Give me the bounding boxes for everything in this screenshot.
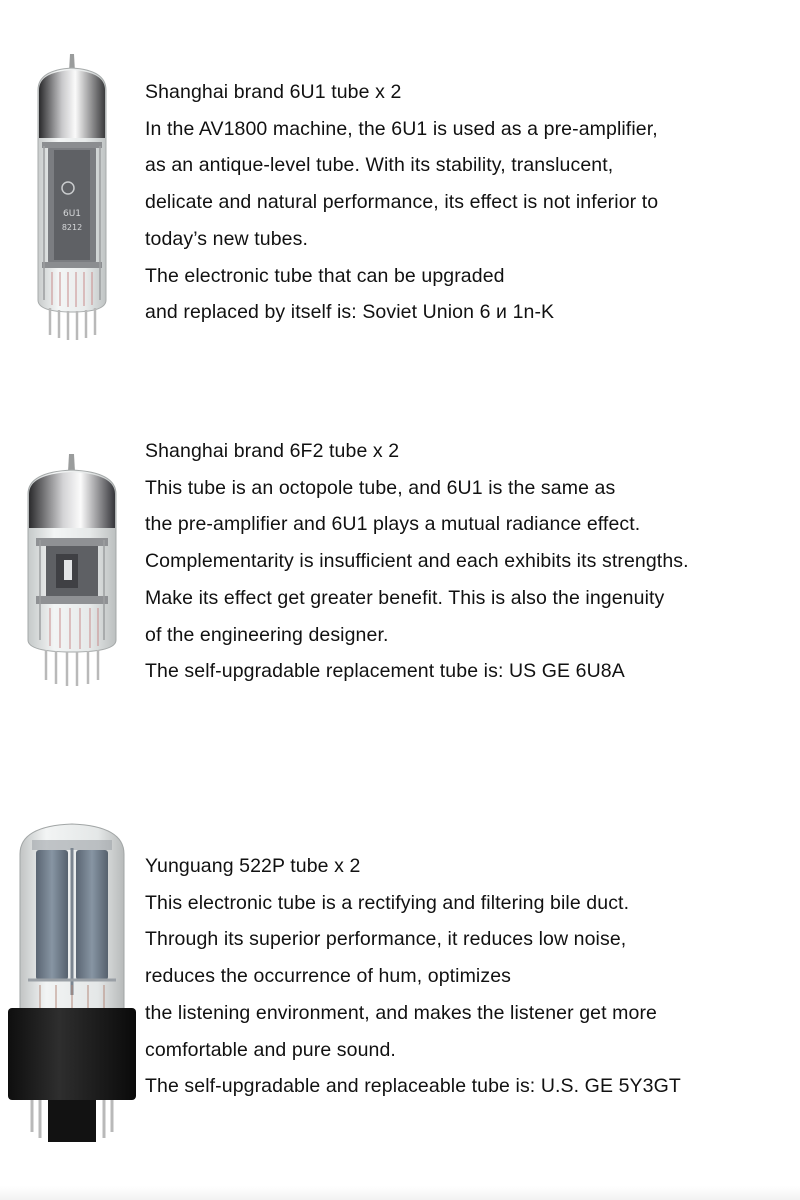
description-line: today’s new tubes. — [145, 227, 308, 250]
description-line: the pre-amplifier and 6U1 plays a mutual radiance effect. — [145, 513, 641, 536]
product-522p — [0, 760, 800, 1190]
product-title: Shanghai brand 6F2 tube x 2 — [145, 440, 400, 462]
description-line: as an antique-level tube. With its stability, translucent, — [145, 154, 614, 177]
product-title: Yunguang 522P tube x 2 — [145, 855, 361, 877]
description-line: of the engineering designer. — [145, 623, 389, 646]
tube-print-code: 8212 — [61, 223, 83, 232]
page-bottom-edge — [0, 1186, 800, 1200]
description-line: This electronic tube is a rectifying and filtering bile duct. — [145, 891, 630, 914]
product-title: Shanghai brand 6U1 tube x 2 — [145, 81, 402, 103]
description-line: The self-upgradable replacement tube is: US GE 6U8A — [145, 660, 625, 683]
description-line: the listening environment, and makes the listener get more — [145, 1001, 657, 1024]
description-line: In the AV1800 machine, the 6U1 is used as a pre-amplifier, — [145, 117, 658, 140]
tube-print-model: 6U1 — [62, 209, 82, 219]
description-line: and replaced by itself is: Soviet Union 6 и 1n-K — [145, 301, 555, 324]
description-line: The electronic tube that can be upgraded — [145, 264, 505, 287]
description-line: Through its superior performance, it reduces low noise, — [145, 928, 627, 951]
6u1-vacuum-tube-icon — [24, 50, 120, 342]
description-line: Make its effect get greater benefit. This is also the ingenuity — [145, 586, 665, 609]
description-line: reduces the occurrence of hum, optimizes — [145, 965, 512, 988]
description-line: The self-upgradable and replaceable tube is: U.S. GE 5Y3GT — [145, 1075, 681, 1098]
product-6f2 — [0, 400, 800, 760]
description-line: delicate and natural performance, its effect is not inferior to — [145, 191, 659, 214]
description-line: comfortable and pure sound. — [145, 1038, 396, 1061]
522p-rectifier-tube-icon — [6, 820, 138, 1152]
product-6u1 — [0, 0, 800, 400]
description-line: Complementarity is insufficient and each exhibits its strengths. — [145, 550, 689, 573]
6f2-vacuum-tube-icon — [22, 450, 122, 690]
description-line: This tube is an octopole tube, and 6U1 is the same as — [145, 476, 616, 499]
